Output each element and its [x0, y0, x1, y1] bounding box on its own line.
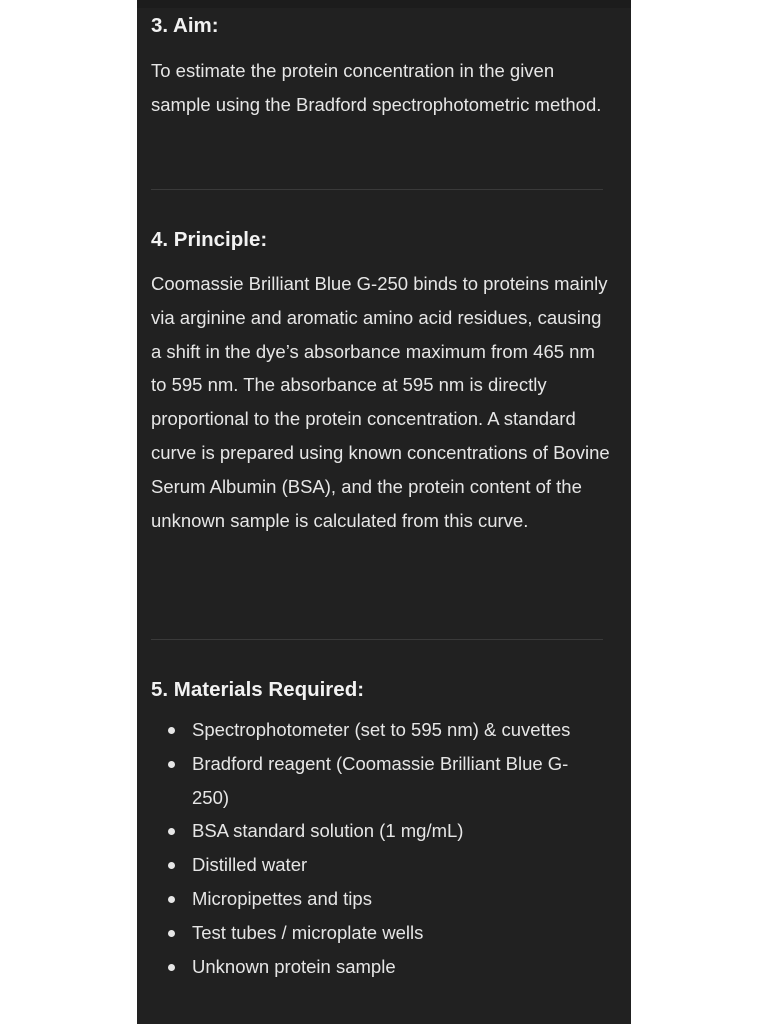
- bullet-icon: [168, 727, 175, 734]
- list-item-text: BSA standard solution (1 mg/mL): [192, 820, 464, 842]
- principle-text: Coomassie Brilliant Blue G-250 binds to proteins mainly via arginine and aromatic amino acid residues, causing a shift in the dye’s absorbance maximum from 465 nm to 595 nm. The absorbance at 595 nm is directly proportional to the protein concentration. A standard curve is prepared using known concentrations of Bovine Serum Albumin (BSA), and the protein content of the unknown sample is calculated from this curve.: [151, 273, 610, 531]
- list-item: [151, 882, 572, 916]
- aim-text: To estimate the protein concentration in the given sample using the Bradford spectrophotometric method.: [151, 60, 602, 115]
- list-item: [151, 950, 572, 984]
- list-item: [151, 814, 572, 848]
- bullet-icon: [168, 896, 175, 903]
- bullet-icon: [168, 930, 175, 937]
- list-item-text: Test tubes / microplate wells: [192, 921, 424, 943]
- list-item: [151, 747, 572, 815]
- document-panel: [137, 0, 631, 1024]
- bullet-icon: [168, 761, 175, 768]
- list-item: [151, 713, 572, 747]
- top-edge: [137, 0, 631, 8]
- list-item-text: Micropipettes and tips: [192, 887, 372, 909]
- principle-heading: 4. Principle:: [151, 228, 268, 251]
- list-item-text: Bradford reagent (Coomassie Brilliant Blue G-250): [192, 752, 569, 808]
- bullet-icon: [168, 828, 175, 835]
- list-item-text: Distilled water: [192, 854, 308, 876]
- list-item: [151, 848, 572, 882]
- bullet-icon: [168, 862, 175, 869]
- section-divider: [151, 189, 603, 190]
- list-item: [151, 916, 572, 950]
- materials-list: [151, 713, 613, 983]
- materials-heading: 5. Materials Required:: [151, 678, 365, 701]
- bullet-icon: [168, 964, 175, 971]
- aim-heading: 3. Aim:: [151, 14, 219, 37]
- list-item-text: Spectrophotometer (set to 595 nm) & cuvettes: [192, 719, 571, 740]
- list-item-text: Unknown protein sample: [192, 955, 396, 977]
- section-divider: [151, 639, 603, 640]
